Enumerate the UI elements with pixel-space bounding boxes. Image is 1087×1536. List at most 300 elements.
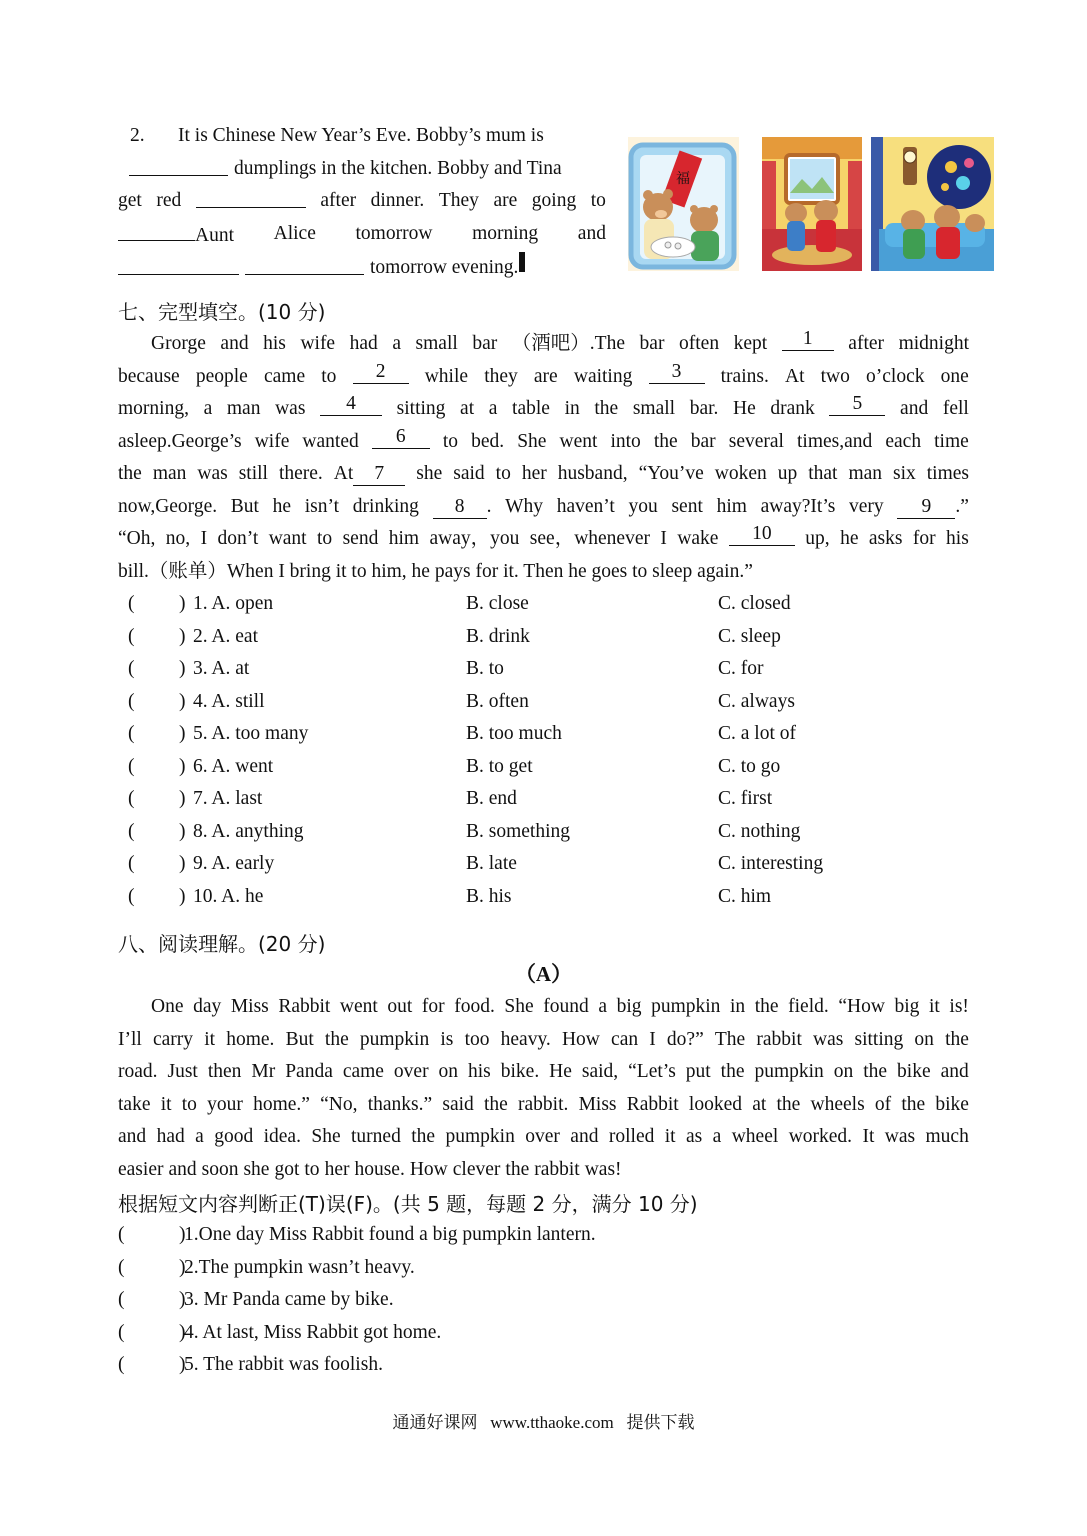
cloze-word: his <box>946 528 969 549</box>
cloze-word: him <box>716 495 747 517</box>
cloze-word: send <box>342 528 379 549</box>
cloze-word: him <box>388 528 420 549</box>
q2-line-4 <box>118 218 606 253</box>
answer-paren-close: ) <box>179 885 186 907</box>
passage-word: rabbit <box>534 1158 580 1180</box>
passage-word: pumpkin <box>754 1061 824 1082</box>
q2-line-2 <box>118 153 606 186</box>
q2-text: It is Chinese New Year’s Eve. Bobby’s mum is <box>178 125 544 146</box>
passage-word: on <box>438 1061 459 1082</box>
footer-url[interactable]: www.tthaoke.com <box>490 1413 614 1432</box>
passage-word: “Let’s <box>628 1061 676 1082</box>
answer-paren-close[interactable]: ) <box>179 1354 186 1375</box>
cloze-word: I <box>200 528 208 549</box>
cloze-blank-8[interactable]: 8 <box>433 496 487 519</box>
cloze-word: to <box>495 463 511 484</box>
passage-word: a <box>712 1126 722 1147</box>
q2-word: get <box>118 190 142 211</box>
passage-word: But <box>285 1028 314 1050</box>
option-a[interactable]: 1. A. open <box>193 593 274 614</box>
cloze-word: and <box>900 398 929 419</box>
tf-statement: 5. The rabbit was foolish. <box>184 1354 383 1375</box>
cloze-word: I <box>660 528 667 549</box>
cloze-line <box>118 491 969 524</box>
passage-word: of <box>874 1093 892 1115</box>
cloze-blank-group <box>782 328 834 361</box>
passage-word: idea. <box>263 1126 301 1147</box>
passage-word: had <box>156 1126 185 1147</box>
cloze-word: that <box>808 463 838 484</box>
cloze-word: her <box>521 463 547 484</box>
q2-word: morning <box>472 222 539 244</box>
passage-line <box>118 1121 969 1154</box>
question-2 <box>118 120 606 285</box>
answer-paren-open: ( <box>128 755 135 777</box>
answer-paren-open: ( <box>128 690 135 712</box>
cloze-word: and <box>220 333 249 354</box>
passage-word: over <box>525 1126 560 1147</box>
cloze-word: sitting <box>396 398 446 419</box>
passage-word: house. <box>354 1158 405 1180</box>
cloze-word: a <box>203 398 213 419</box>
cloze-word: wanted <box>302 430 359 452</box>
night-illustration <box>871 137 994 271</box>
cloze-blank-10[interactable]: 10 <box>729 523 795 546</box>
cloze-word: fell <box>942 398 969 419</box>
passage-word: she <box>243 1158 270 1180</box>
passage-word: the <box>776 1093 801 1115</box>
option-c[interactable]: C. always <box>718 690 795 712</box>
option-b[interactable]: B. to get <box>466 755 533 777</box>
option-row <box>118 621 969 654</box>
answer-paren-open: ( <box>128 593 135 614</box>
cloze-word: still <box>238 463 268 484</box>
answer-paren-open: ( <box>128 885 135 907</box>
answer-paren-close: ) <box>179 723 186 744</box>
cloze-blank-1[interactable]: 1 <box>782 328 834 351</box>
passage-word: sitting <box>854 1028 904 1050</box>
text-cursor <box>519 252 525 272</box>
q2-word: are <box>493 190 518 211</box>
cloze-word: bar. <box>689 398 719 419</box>
answer-paren-open: ( <box>128 625 135 647</box>
cloze-word: She <box>517 430 547 452</box>
cloze-word: are <box>533 365 558 387</box>
cloze-blank-group <box>897 491 969 524</box>
cloze-word: o’clock <box>866 365 925 387</box>
option-a[interactable]: 7. A. last <box>193 788 263 809</box>
answer-paren-open[interactable]: ( <box>118 1289 125 1310</box>
cloze-word: away，you <box>429 528 520 549</box>
answer-paren-open[interactable]: ( <box>118 1224 125 1245</box>
passage-word: pumpkin <box>651 996 721 1017</box>
option-a[interactable]: 10. A. he <box>193 885 264 907</box>
cloze-word: after <box>848 333 885 354</box>
cloze-word: kept <box>733 333 768 354</box>
passage-word: easier <box>118 1158 164 1180</box>
passage-word: I <box>649 1028 656 1050</box>
tf-item <box>118 1252 969 1285</box>
option-b[interactable]: B. end <box>466 788 517 809</box>
answer-paren-open[interactable]: ( <box>118 1354 125 1375</box>
option-b[interactable]: B. late <box>466 853 517 874</box>
option-row <box>118 783 969 816</box>
answer-blank[interactable] <box>245 252 364 275</box>
passage-word: was <box>884 1126 916 1147</box>
cloze-word: had <box>349 333 378 354</box>
cloze-word: was <box>275 398 306 419</box>
passage-word: and <box>940 1061 969 1082</box>
passage-word: worked. <box>788 1126 853 1147</box>
cloze-word: man <box>848 463 883 484</box>
passage-word: then <box>207 1061 242 1082</box>
passage-word: to <box>304 1158 320 1180</box>
cloze-blank-3[interactable]: 3 <box>649 361 705 384</box>
cloze-word: in <box>564 398 580 419</box>
passage-word: bike <box>935 1093 969 1115</box>
cloze-word: went <box>559 430 598 452</box>
passage-word: came <box>342 1061 384 1082</box>
option-b[interactable]: B. drink <box>466 625 530 647</box>
passage-word: much <box>925 1126 969 1147</box>
passage-word: looked <box>688 1093 742 1115</box>
passage-word: at <box>752 1093 767 1115</box>
cloze-word: At <box>784 365 805 387</box>
cloze-word: at <box>460 398 475 419</box>
cloze-word: midnight <box>898 333 969 354</box>
passage-word: it <box>928 996 940 1017</box>
passage-word: Miss <box>578 1093 617 1115</box>
tf-item <box>118 1284 969 1317</box>
option-a[interactable]: 6. A. went <box>193 755 274 777</box>
cloze-blank-group <box>320 393 382 426</box>
cloze-word: morning, <box>118 398 189 419</box>
q2-number: 2. <box>130 125 145 146</box>
cloze-word: each <box>885 430 922 452</box>
passage-line <box>118 1024 969 1057</box>
answer-paren-close[interactable]: ) <box>179 1321 186 1343</box>
passage-word: was <box>813 1028 844 1050</box>
cloze-word: a <box>488 398 498 419</box>
tf-item <box>118 1317 969 1350</box>
answer-paren-open[interactable]: ( <box>118 1256 125 1278</box>
cloze-word: want <box>268 528 307 549</box>
answer-paren-close[interactable]: ) <box>179 1289 186 1310</box>
option-c[interactable]: C. interesting <box>718 853 824 874</box>
passage-word: went <box>339 996 378 1017</box>
cloze-word: he <box>272 495 292 517</box>
cloze-blank-group <box>829 393 885 426</box>
tf-item <box>118 1219 969 1252</box>
option-c[interactable]: C. first <box>718 788 773 809</box>
cloze-word: asleep.George’s <box>118 430 242 452</box>
passage-word: said <box>442 1093 474 1115</box>
passage-word: the <box>754 996 779 1017</box>
passage-word: field. <box>788 996 829 1017</box>
passage-word: thanks.” <box>367 1093 433 1115</box>
cloze-blank-group <box>649 361 705 394</box>
cloze-word: two <box>820 365 850 387</box>
passage-word: The <box>714 1028 746 1050</box>
cloze-word: was <box>197 463 228 484</box>
passage-subtitle: （A） <box>514 962 573 986</box>
cloze-word: small <box>415 333 458 354</box>
passage-word: day <box>193 996 222 1017</box>
cloze-word: But <box>230 495 259 517</box>
option-row <box>118 653 969 686</box>
passage-word: Mr <box>251 1061 276 1082</box>
passage-word: Rabbit <box>626 1093 679 1115</box>
cloze-word: for <box>912 528 936 549</box>
cloze-word: the <box>653 430 678 452</box>
cloze-blank-9[interactable]: 9 <box>897 496 955 519</box>
option-a[interactable]: 4. A. still <box>193 690 265 712</box>
passage-word: said, <box>581 1061 619 1082</box>
cloze-word: the <box>118 463 142 484</box>
kitchen-illustration <box>628 137 739 271</box>
cloze-word: haven’t <box>556 495 615 517</box>
q2-line-3 <box>118 185 606 218</box>
passage-word: got <box>274 1158 300 1180</box>
cloze-line <box>118 426 969 459</box>
passage-word: to <box>181 1093 197 1115</box>
passage-word: He <box>549 1061 572 1082</box>
q2-line-5 <box>118 252 606 285</box>
cloze-word: drank <box>770 398 815 419</box>
cloze-word: small <box>632 398 676 419</box>
cloze-word: He <box>733 398 756 419</box>
answer-paren-close: ) <box>179 593 186 614</box>
cloze-word: At <box>333 463 354 484</box>
cloze-word: came <box>263 365 306 387</box>
cloze-word: his <box>263 333 286 354</box>
cloze-word: trains. <box>720 365 769 387</box>
cloze-word: bar <box>472 333 498 354</box>
passage-word: Miss <box>230 996 269 1017</box>
reading-passage <box>118 991 969 1186</box>
answer-blank[interactable] <box>118 218 195 241</box>
passage-word: big <box>894 996 920 1017</box>
cloze-word: man <box>152 463 187 484</box>
cloze-line <box>118 556 969 589</box>
answer-paren-close: ) <box>179 690 186 712</box>
cloze-word: Why <box>505 495 544 517</box>
option-c[interactable]: C. to go <box>718 755 781 777</box>
option-b[interactable]: B. close <box>466 593 529 614</box>
passage-word: a <box>598 996 607 1017</box>
passage-line <box>118 1089 969 1122</box>
cloze-word: see，whenever <box>529 528 650 549</box>
option-a[interactable]: 8. A. anything <box>193 820 304 842</box>
passage-word: rabbit <box>756 1028 802 1050</box>
cloze-word: while <box>424 365 469 387</box>
passage-word: rabbit. <box>518 1093 569 1115</box>
q2-word: and <box>577 222 606 244</box>
q2-word: going <box>531 190 577 211</box>
answer-paren-close: ) <box>179 755 186 777</box>
passage-word: wheels <box>810 1093 865 1115</box>
option-c[interactable]: C. nothing <box>718 820 801 842</box>
passage-word: home. <box>226 1028 275 1050</box>
cloze-word: into <box>610 430 641 452</box>
passage-word: and <box>570 1126 599 1147</box>
answer-paren-open[interactable]: ( <box>118 1321 125 1343</box>
cloze-word: several <box>728 430 784 452</box>
cloze-word: man <box>226 398 261 419</box>
option-row <box>118 881 969 914</box>
passage-word: can <box>611 1028 639 1050</box>
cloze-blank-group <box>372 426 430 459</box>
passage-word: take <box>118 1093 151 1115</box>
passage-word: for <box>421 996 445 1017</box>
answer-paren-close: ) <box>179 658 186 679</box>
fu-character: 福 <box>676 171 690 187</box>
true-false-items <box>118 1219 969 1382</box>
option-a[interactable]: 9. A. early <box>193 853 275 874</box>
answer-paren-open: ( <box>128 820 135 842</box>
cloze-word: bar <box>690 430 716 452</box>
passage-word: pumpkin <box>359 1028 430 1050</box>
passage-word: turned <box>351 1126 401 1147</box>
cloze-word: wake <box>677 528 719 549</box>
q2-word: after <box>320 190 357 211</box>
option-b[interactable]: B. often <box>466 690 529 712</box>
passage-word: Just <box>167 1061 198 1082</box>
answer-blank[interactable] <box>118 252 239 275</box>
option-c[interactable]: C. for <box>718 658 764 679</box>
passage-line <box>118 991 969 1024</box>
cloze-blank-4[interactable]: 4 <box>320 393 382 416</box>
cloze-word: no, <box>165 528 191 549</box>
q2-text: tomorrow evening. <box>370 257 519 278</box>
cloze-line <box>118 458 969 491</box>
passage-word: as <box>686 1126 703 1147</box>
passage-word: wheel <box>731 1126 779 1147</box>
passage-word: it <box>160 1093 172 1115</box>
cloze-word: times <box>926 463 969 484</box>
option-row <box>118 751 969 784</box>
option-c[interactable]: C. a lot of <box>718 723 796 744</box>
picture-night <box>871 137 994 271</box>
cloze-blank-group <box>353 361 409 394</box>
answer-paren-close[interactable]: ) <box>179 1256 186 1278</box>
passage-word: How <box>561 1028 600 1050</box>
answer-paren-close: ) <box>179 788 186 809</box>
passage-word: rolled <box>608 1126 655 1147</box>
passage-word: food. <box>454 996 495 1017</box>
cloze-word: very <box>849 495 884 517</box>
cloze-line <box>118 393 969 426</box>
passage-word: big <box>616 996 642 1017</box>
passage-word: the <box>945 1028 969 1050</box>
cloze-blank-5[interactable]: 5 <box>829 393 885 416</box>
cloze-word: woken <box>714 463 767 484</box>
option-b[interactable]: B. to <box>466 658 504 679</box>
option-a[interactable]: 2. A. eat <box>193 625 258 647</box>
option-c[interactable]: C. closed <box>718 593 791 614</box>
passage-word: too <box>464 1028 490 1050</box>
cloze-word: Grorge <box>151 333 206 354</box>
option-c[interactable]: C. him <box>718 885 772 907</box>
passage-word: clever <box>452 1158 501 1180</box>
tf-heading: 根据短文内容判断正(T)误(F)。(共 5 题，每题 2 分，满分 10 分) <box>118 1192 698 1216</box>
q2-word: red <box>156 190 182 211</box>
option-b[interactable]: B. his <box>466 885 512 907</box>
cloze-word: .” <box>955 495 969 517</box>
passage-word: found <box>543 996 589 1017</box>
cloze-word: to <box>317 528 333 549</box>
cloze-word: six <box>893 463 916 484</box>
cloze-word: asks <box>868 528 903 549</box>
passage-word: the <box>901 1093 926 1115</box>
passage-word: pumpkin <box>445 1126 515 1147</box>
cloze-word: “You’ve <box>638 463 704 484</box>
answer-blank[interactable] <box>129 153 228 176</box>
cloze-word: he <box>840 528 859 549</box>
cloze-blank-7[interactable]: 7 <box>353 463 405 486</box>
answer-paren-close[interactable]: ) <box>179 1224 186 1245</box>
cloze-word: because <box>118 365 180 387</box>
cloze-word: people <box>195 365 248 387</box>
passage-word: the <box>505 1158 530 1180</box>
passage-word: out <box>387 996 413 1017</box>
option-row <box>118 686 969 719</box>
cloze-word: she <box>416 463 443 484</box>
cloze-word: （酒吧）.The <box>511 333 625 354</box>
answer-paren-open: ( <box>128 658 135 679</box>
passage-word: was! <box>584 1158 622 1180</box>
passage-word: and <box>168 1158 197 1180</box>
q2-word: They <box>438 190 479 211</box>
q2-word: to <box>590 190 606 211</box>
passage-word: the <box>720 1061 745 1082</box>
cloze-blank-2[interactable]: 2 <box>353 361 409 384</box>
cloze-line <box>118 361 969 394</box>
passage-word: She <box>504 996 534 1017</box>
cloze-blank-6[interactable]: 6 <box>372 426 430 449</box>
passage-word: good <box>214 1126 254 1147</box>
passage-word: do?” <box>666 1028 704 1050</box>
cloze-word: drinking <box>352 495 419 517</box>
passage-word: in <box>729 996 746 1017</box>
cloze-word: wife <box>300 333 336 354</box>
cloze-word: time <box>934 430 969 452</box>
answer-blank[interactable] <box>196 185 306 208</box>
option-row <box>118 588 969 621</box>
tf-statement: 2.The pumpkin wasn’t heavy. <box>184 1256 415 1278</box>
tf-statement: 1.One day Miss Rabbit found a big pumpkin lantern. <box>184 1224 596 1245</box>
passage-word: One <box>151 996 184 1017</box>
option-a[interactable]: 3. A. at <box>193 658 250 679</box>
cloze-line <box>118 523 969 556</box>
passage-line <box>118 1056 969 1089</box>
cloze-word: up <box>777 463 798 484</box>
option-c[interactable]: C. sleep <box>718 625 781 647</box>
passage-word: It <box>862 1126 875 1147</box>
page-footer <box>0 1408 1087 1433</box>
q2-word: Alice <box>273 222 316 244</box>
cloze-word: often <box>679 333 720 354</box>
cloze-word: table <box>512 398 550 419</box>
passage-word: the <box>483 1093 508 1115</box>
passage-word: Panda <box>285 1061 333 1082</box>
cloze-word: don’t <box>217 528 259 549</box>
option-b[interactable]: B. something <box>466 820 571 842</box>
passage-word: How <box>409 1158 448 1180</box>
cloze-word: bed. <box>471 430 505 452</box>
option-a[interactable]: 5. A. too many <box>193 723 309 744</box>
option-b[interactable]: B. too much <box>466 723 562 744</box>
